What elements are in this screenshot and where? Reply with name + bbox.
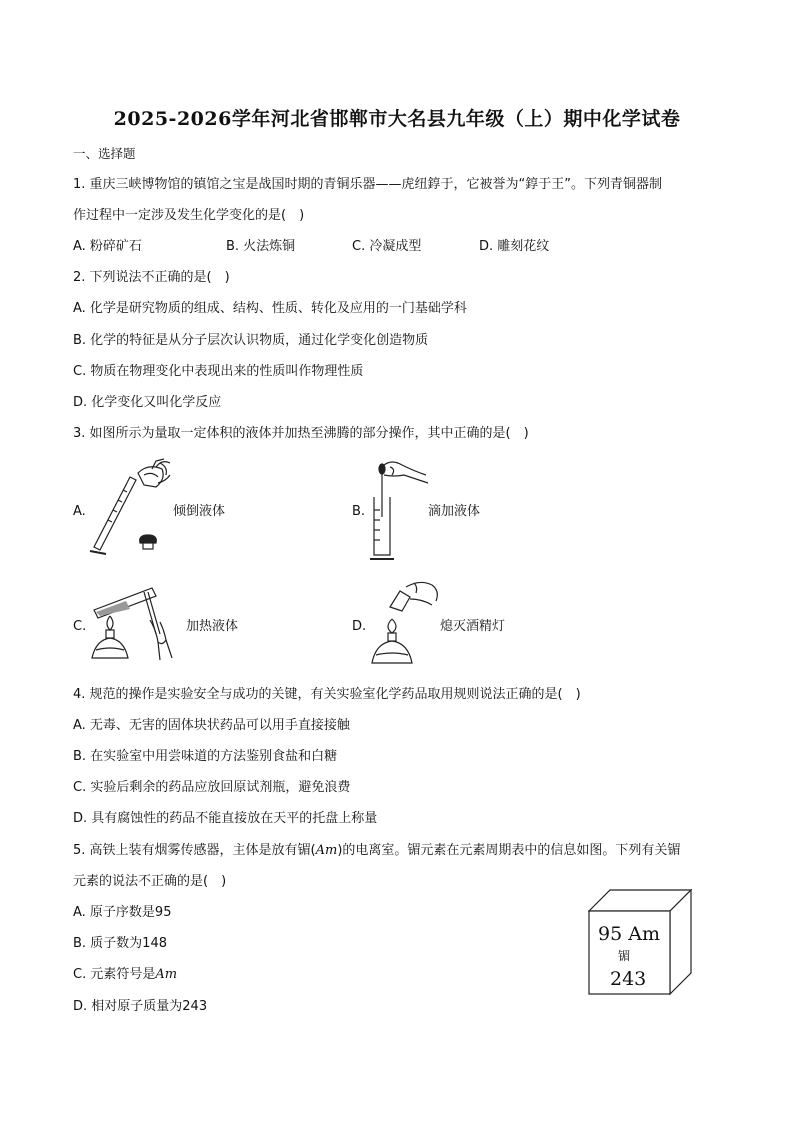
q5-option-b[interactable]: B. 质子数为148 bbox=[73, 936, 167, 951]
q1-option-b[interactable]: B. 火法炼铜 bbox=[226, 239, 296, 254]
q3-option-a-caption: 倾倒液体 bbox=[173, 504, 226, 519]
q5-stem-line1-pre: 5. 高铁上装有烟雾传感器，主体是放有镅( bbox=[73, 843, 316, 858]
q1-stem-line2: 作过程中一定涉及发生化学变化的是( ) bbox=[73, 208, 305, 223]
q2-option-c[interactable]: C. 物质在物理变化中表现出来的性质叫作物理性质 bbox=[73, 364, 364, 379]
q1-stem-line1: 1. 重庆三峡博物馆的镇馆之宝是战国时期的青铜乐器——虎纽錞于，它被誉为“錞于王”。下列青铜器制 bbox=[73, 177, 663, 192]
q5-option-c-text: C. 元素符号是 bbox=[73, 967, 156, 982]
extinguish-lamp-figure bbox=[366, 577, 446, 672]
dropping-liquid-figure bbox=[362, 455, 432, 565]
q2-option-b[interactable]: B. 化学的特征是从分子层次认识物质，通过化学变化创造物质 bbox=[73, 333, 429, 348]
q1-option-a[interactable]: A. 粉碎矿石 bbox=[73, 239, 142, 254]
q4-option-c[interactable]: C. 实验后剩余的药品应放回原试剂瓶，避免浪费 bbox=[73, 780, 351, 795]
q3-option-c-caption: 加热液体 bbox=[186, 619, 239, 634]
section-heading: 一、选择题 bbox=[73, 146, 136, 161]
q3-stem: 3. 如图所示为量取一定体积的液体并加热至沸腾的部分操作，其中正确的是( ) bbox=[73, 426, 529, 441]
q3-option-d-letter[interactable]: D. bbox=[352, 619, 367, 634]
q3-option-d-caption: 熄灭酒精灯 bbox=[440, 619, 506, 634]
element-name: 镅 bbox=[618, 949, 631, 963]
q1-option-d[interactable]: D. 雕刻花纹 bbox=[479, 239, 550, 254]
q4-option-a[interactable]: A. 无毒、无害的固体块状药品可以用手直接接触 bbox=[73, 718, 350, 733]
q5-stem-symbol: Am bbox=[315, 843, 338, 858]
q3-option-b-letter[interactable]: B. bbox=[352, 504, 366, 519]
q5-option-d[interactable]: D. 相对原子质量为243 bbox=[73, 999, 208, 1014]
q3-option-b-caption: 滴加液体 bbox=[428, 504, 481, 519]
q2-option-a[interactable]: A. 化学是研究物质的组成、结构、性质、转化及应用的一门基础学科 bbox=[73, 301, 467, 316]
element-symbol: Am bbox=[628, 923, 660, 945]
q2-stem: 2. 下列说法不正确的是( ) bbox=[73, 270, 230, 285]
q1-option-c[interactable]: C. 冷凝成型 bbox=[352, 239, 422, 254]
q5-option-c[interactable] bbox=[73, 966, 177, 984]
element-number-symbol bbox=[598, 923, 660, 945]
q5-stem-line2: 元素的说法不正确的是( ) bbox=[73, 874, 227, 889]
q5-option-c-symbol: Am bbox=[155, 967, 178, 982]
exam-title: 2025-2026学年河北省邯郸市大名县九年级（上）期中化学试卷 bbox=[113, 108, 681, 130]
element-mass: 243 bbox=[610, 968, 647, 990]
element-atomic-number: 95 bbox=[598, 923, 623, 945]
q5-stem-line1 bbox=[73, 842, 680, 860]
q5-stem-line1-post: )的电离室。镅元素在元素周期表中的信息如图。下列有关镅 bbox=[337, 843, 681, 858]
q2-option-d[interactable]: D. 化学变化又叫化学反应 bbox=[73, 395, 222, 410]
pouring-liquid-figure bbox=[86, 455, 176, 560]
q5-option-a[interactable]: A. 原子序数是95 bbox=[73, 905, 172, 920]
element-info-cube bbox=[588, 889, 692, 995]
q4-stem: 4. 规范的操作是实验安全与成功的关键，有关实验室化学药品取用规则说法正确的是( ) bbox=[73, 687, 581, 702]
heating-liquid-figure bbox=[86, 580, 186, 670]
q4-option-b[interactable]: B. 在实验室中用尝味道的方法鉴别食盐和白糖 bbox=[73, 749, 338, 764]
q3-option-a-letter[interactable]: A. bbox=[73, 504, 86, 519]
q4-option-d[interactable]: D. 具有腐蚀性的药品不能直接放在天平的托盘上称量 bbox=[73, 811, 378, 826]
q3-option-c-letter[interactable]: C. bbox=[73, 619, 87, 634]
